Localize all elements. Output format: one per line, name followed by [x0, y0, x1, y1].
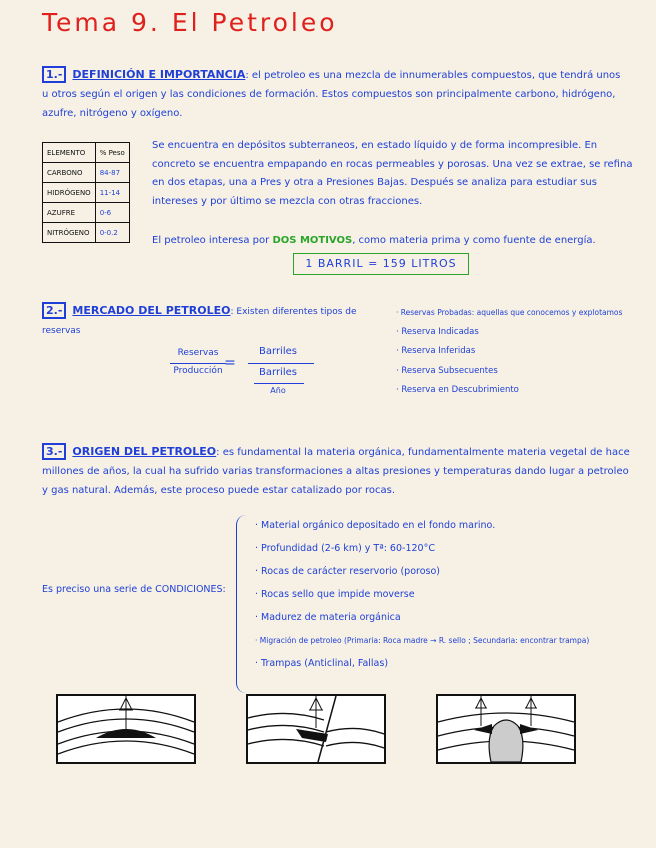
section-2-intro-text: : Existen diferentes tipos de reservas: [42, 307, 357, 336]
formula-left-line: [170, 363, 226, 364]
list-item: · Rocas sello que impide moverse: [255, 589, 415, 600]
table-cell: 0-6: [95, 203, 129, 223]
formula-right-numerator: Barriles: [259, 346, 297, 357]
section-2-number: 2.-: [42, 302, 66, 319]
table-row: [43, 143, 130, 163]
list-item: · Migración de petroleo (Primaria: Roca madre → R. sello ; Secundaria: encontrar trampa): [255, 636, 590, 645]
section-1-number: 1.-: [42, 66, 66, 83]
list-item: · Reserva Inferidas: [396, 346, 476, 356]
conditions-brace: [236, 515, 249, 693]
list-item: · Reserva Indicadas: [396, 326, 479, 337]
section-3-number: 3.-: [42, 443, 66, 460]
table-cell: AZUFRE: [43, 203, 96, 223]
formula-left-denominator: Producción: [173, 366, 223, 376]
motives-highlight: DOS MOTIVOS: [272, 235, 353, 246]
section-1-intro: [42, 66, 622, 123]
barrel-conversion-box: 1 BARRIL = 159 LITROS: [293, 253, 469, 275]
table-cell: CARBONO: [43, 163, 96, 183]
table-header-cell: ELEMENTO: [43, 143, 96, 163]
table-row: [43, 163, 130, 183]
elements-table: [42, 142, 130, 243]
list-item: · Profundidad (2-6 km) y Tª: 60-120°C: [255, 543, 435, 554]
list-item: · Reservas Probadas: aquellas que conocemos y explotamos: [396, 308, 623, 317]
formula-right-denominator: Barriles: [259, 367, 297, 378]
page-title: Tema 9. El Petroleo: [42, 8, 338, 37]
table-cell: 11-14: [95, 183, 129, 203]
list-item: · Reserva en Descubrimiento: [396, 385, 519, 395]
table-cell: 84-87: [95, 163, 129, 183]
section-1-intro-text: : el petroleo es una mezcla de innumerables compuestos, que tendrá unos u otros según el origen y las condiciones de formación. Estos compuestos son principalmente carbono, hidrógeno, azufre, nitrógeno y oxígeno.: [42, 70, 621, 119]
motives-text-a: El petroleo interesa por: [152, 235, 270, 246]
section-3-intro: [42, 443, 632, 500]
list-item: · Trampas (Anticlinal, Fallas): [255, 658, 389, 669]
list-item: · Madurez de materia orgánica: [255, 612, 401, 623]
section-3-heading: ORIGEN DEL PETROLEO: [72, 445, 217, 458]
section-1-motives: [152, 232, 638, 251]
table-row: [43, 183, 130, 203]
anticline-trap-diagram: [56, 694, 196, 764]
table-row: [43, 223, 130, 243]
list-item: · Reserva Subsecuentes: [396, 365, 498, 376]
formula-right-line: [248, 363, 314, 364]
conditions-label: Es preciso una serie de CONDICIONES:: [42, 584, 226, 595]
section-3-intro-text: : es fundamental la materia orgánica, fundamentalmente materia vegetal de hace millones de años, la cual ha sufrido varias transformaciones a altas presiones y temperaturas dando lugar a petroleo y gas natural. Además, este proceso puede estar catalizado por rocas.: [42, 447, 630, 496]
table-row: [43, 203, 130, 223]
table-cell: NITRÓGENO: [43, 223, 96, 243]
fault-trap-diagram: [246, 694, 386, 764]
formula-right-subline: [254, 383, 304, 384]
formula-left-numerator: Reservas: [177, 348, 219, 358]
formula-right-year: Año: [270, 386, 286, 395]
table-cell: HIDRÓGENO: [43, 183, 96, 203]
section-2-heading: MERCADO DEL PETROLEO: [72, 304, 231, 317]
table-header-cell: % Peso: [95, 143, 129, 163]
table-cell: 0-0.2: [95, 223, 129, 243]
motives-text-b: , como materia prima y como fuente de energía.: [352, 235, 596, 246]
list-item: · Rocas de carácter reservorio (poroso): [255, 566, 441, 577]
section-1-heading: DEFINICIÓN E IMPORTANCIA: [72, 68, 246, 81]
conditions-list: [255, 514, 589, 675]
reserves-list: [396, 303, 654, 401]
list-item: · Material orgánico depositado en el fondo marino.: [255, 520, 496, 531]
section-2-intro: [42, 302, 392, 340]
formula-equals: =: [224, 355, 236, 371]
section-1-body: Se encuentra en depósitos subterraneos, en estado líquido y de forma incompresible. En concreto se encuentra empapando en rocas permeables y porosas. Una vez se extrae, se refina en dos etapas, una a Pres y otra a Presiones Bajas. Después se analiza para estudiar sus intereses y por último se mezcla con otras fracciones.: [152, 140, 633, 207]
salt-dome-trap-diagram: [436, 694, 576, 764]
